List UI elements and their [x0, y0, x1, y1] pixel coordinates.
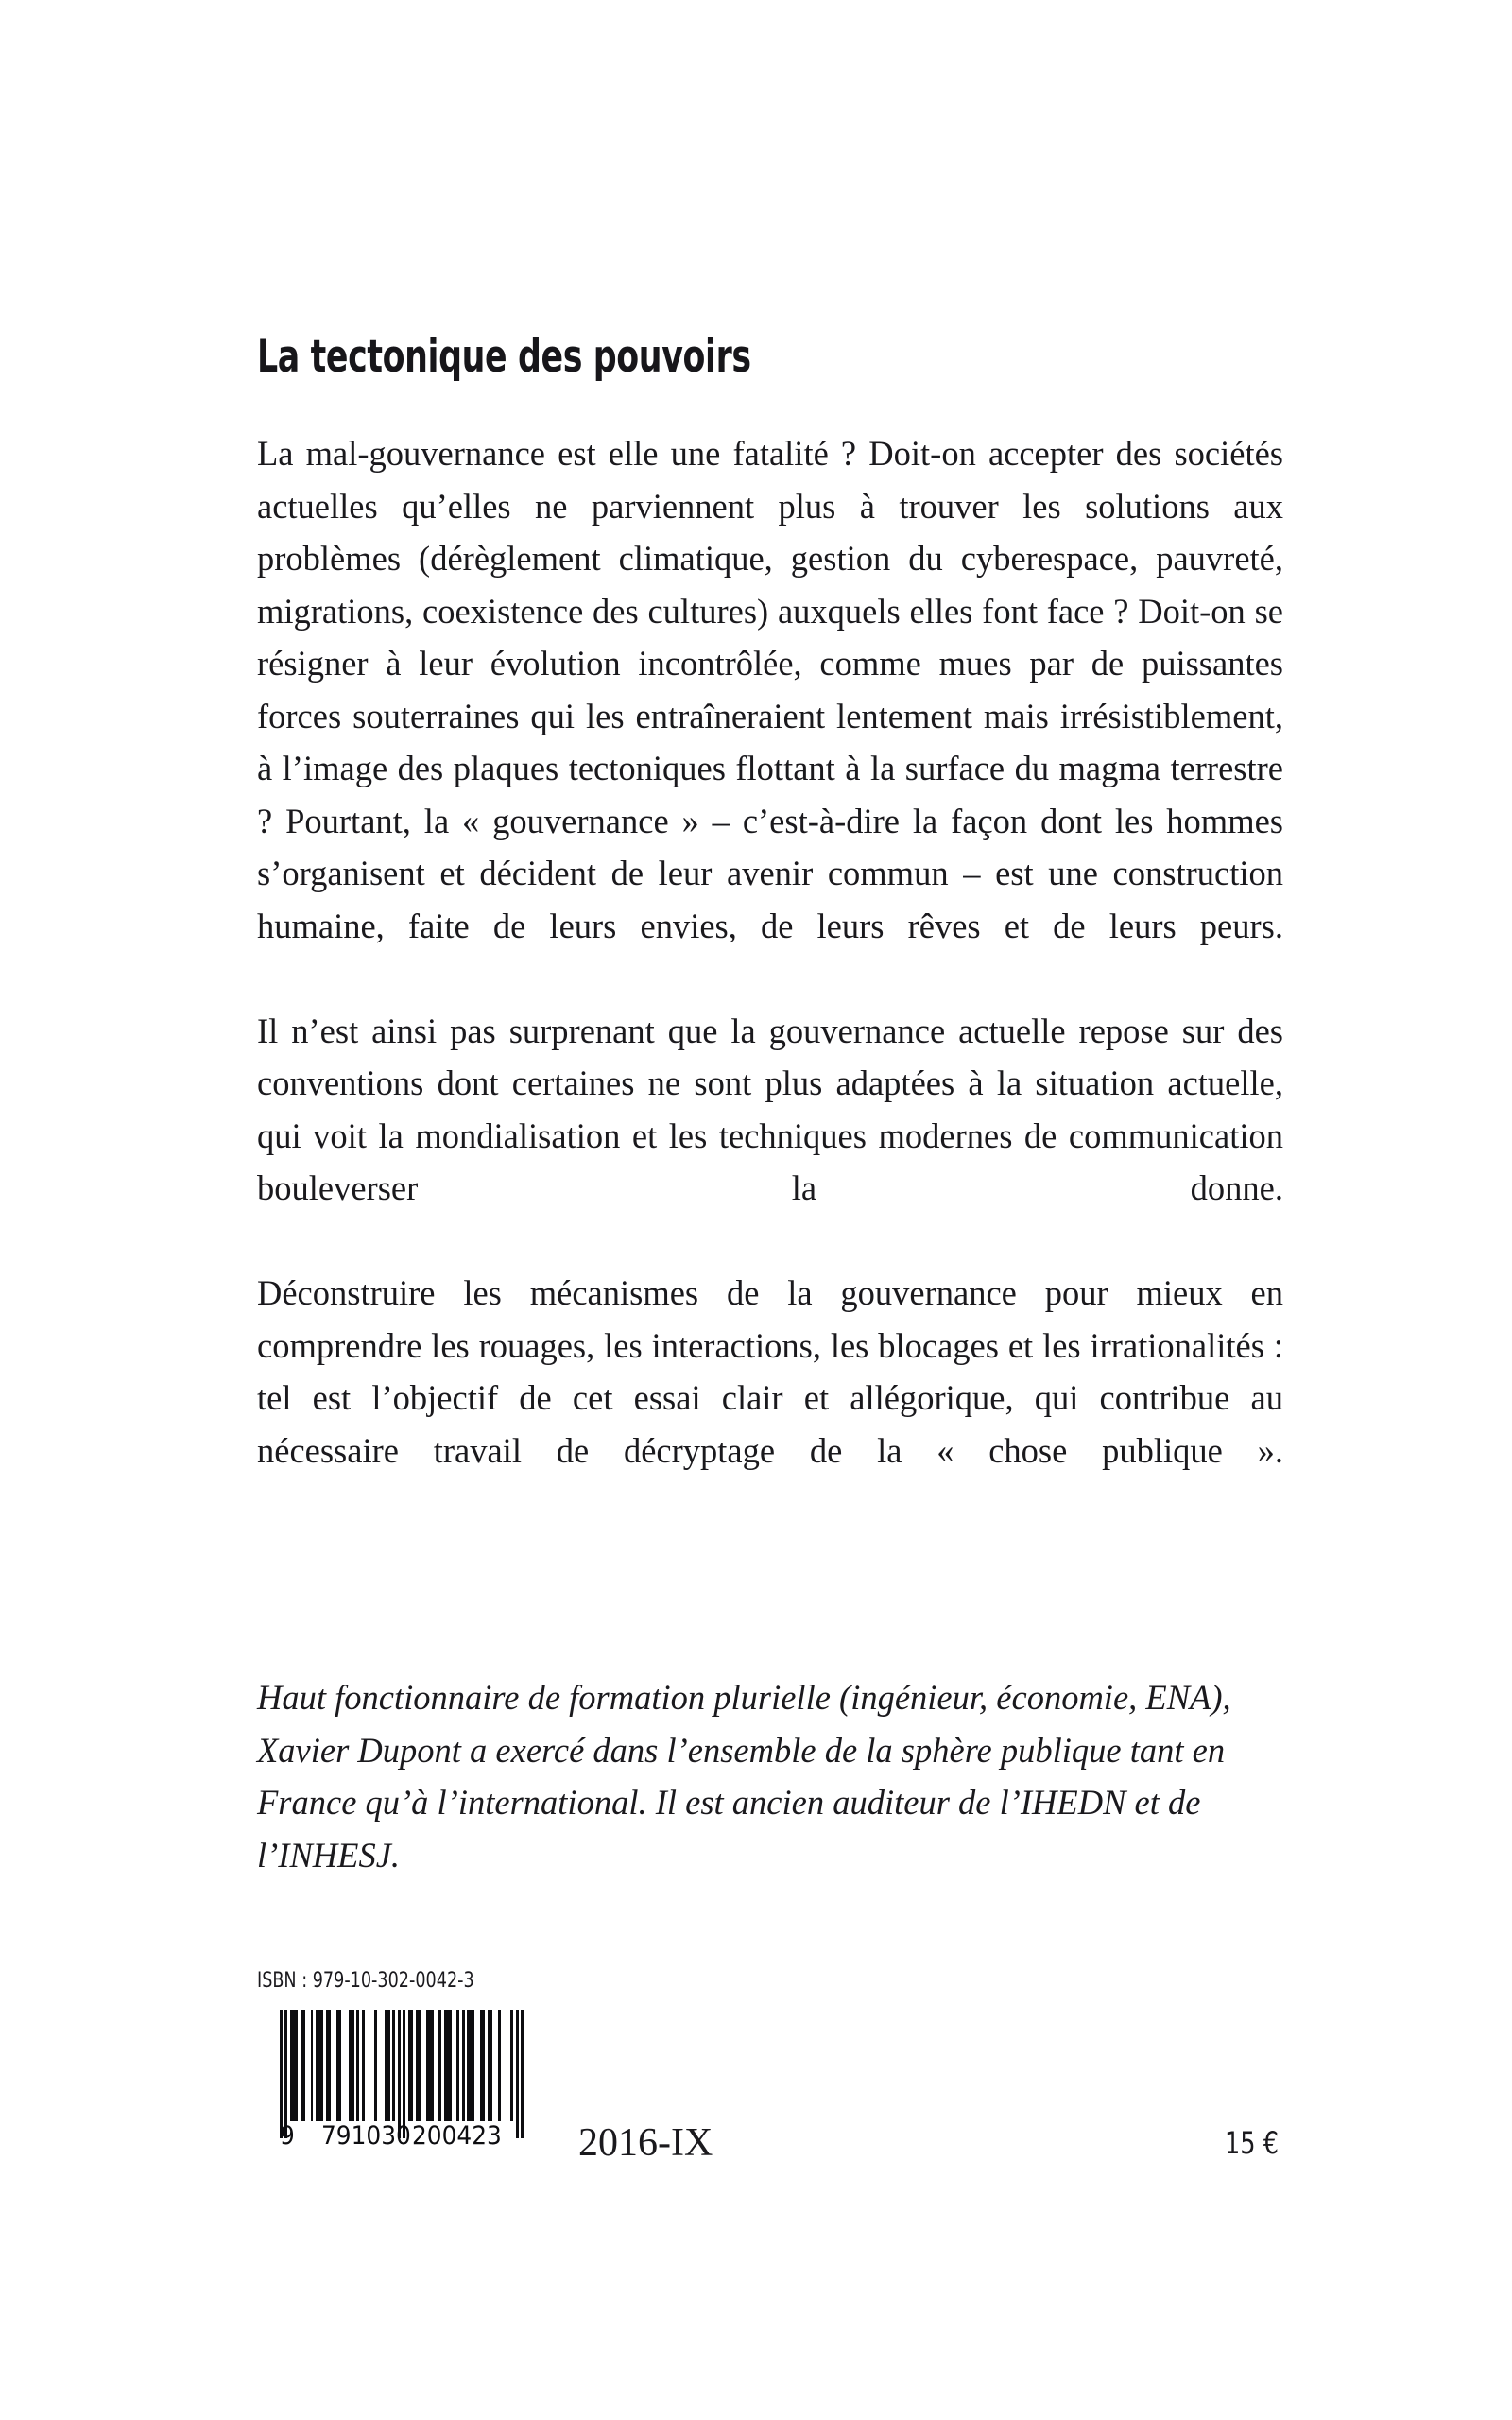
blurb-text-block	[257, 427, 1283, 1530]
barcode-right-group: 200423	[412, 2121, 502, 2151]
page-title: La tectonique des pouvoirs	[257, 331, 751, 384]
publication-date: 2016-IX	[578, 2121, 713, 2165]
author-biography-text: Haut fonctionnaire de formation plurielle (ingénieur, économie, ENA), Xavier Dupont a exercé dans l’ensemble de la sphère publique tant en France qu’à l’international. Il est ancien auditeur de l’IHEDN et de l’INHESJ.	[257, 1678, 1231, 1875]
price-label: 15 €	[1225, 2125, 1279, 2161]
blurb-paragraph-1: La mal-gouvernance est elle une fatalité ? Doit-on accepter des sociétés actuelles qu’elles ne parviennent plus à trouver les solutions aux problèmes (dérèglement climatique, gestion du cyberespace, pauvreté, migrations, coexistence des cultures) auxquels elles font face ? Doit-on se résigner à leur évolution incontrôlée, comme mues par de puissantes forces souterraines qui les entraîneraient lentement mais irrésistiblement, à l’image des plaques tectoniques flottant à la surface du magma terrestre ? Pourtant, la « gouvernance » – c’est-à-dire la façon dont les hommes s’organisent et décident de leur avenir commun – est une construction humaine, faite de leurs envies, de leurs rêves et de leurs peurs.	[257, 434, 1283, 945]
barcode-digits	[280, 2121, 524, 2153]
author-biography-block	[257, 1671, 1283, 1881]
barcode-left-group: 791030	[321, 2121, 411, 2151]
blurb-paragraph-2: Il n’est ainsi pas surprenant que la gouvernance actuelle repose sur des conventions dont certaines ne sont plus adaptées à la situation actuelle, qui voit la mondialisation et les techniques modernes de communication bouleverser la donne.	[257, 1011, 1283, 1207]
isbn-label: ISBN : 979-10-302-0042-3	[257, 1969, 474, 1993]
barcode-lead-digit: 9	[280, 2121, 295, 2151]
blurb-paragraph-3: Déconstruire les mécanismes de la gouvernance pour mieux en comprendre les rouages, les interactions, les blocages et les irrationalités : tel est l’objectif de cet essai clair et allégorique, qui contribue au nécessaire travail de décryptage de la « chose publique ».	[257, 1273, 1283, 1470]
barcode	[280, 2010, 525, 2153]
barcode-bars	[280, 2010, 524, 2121]
